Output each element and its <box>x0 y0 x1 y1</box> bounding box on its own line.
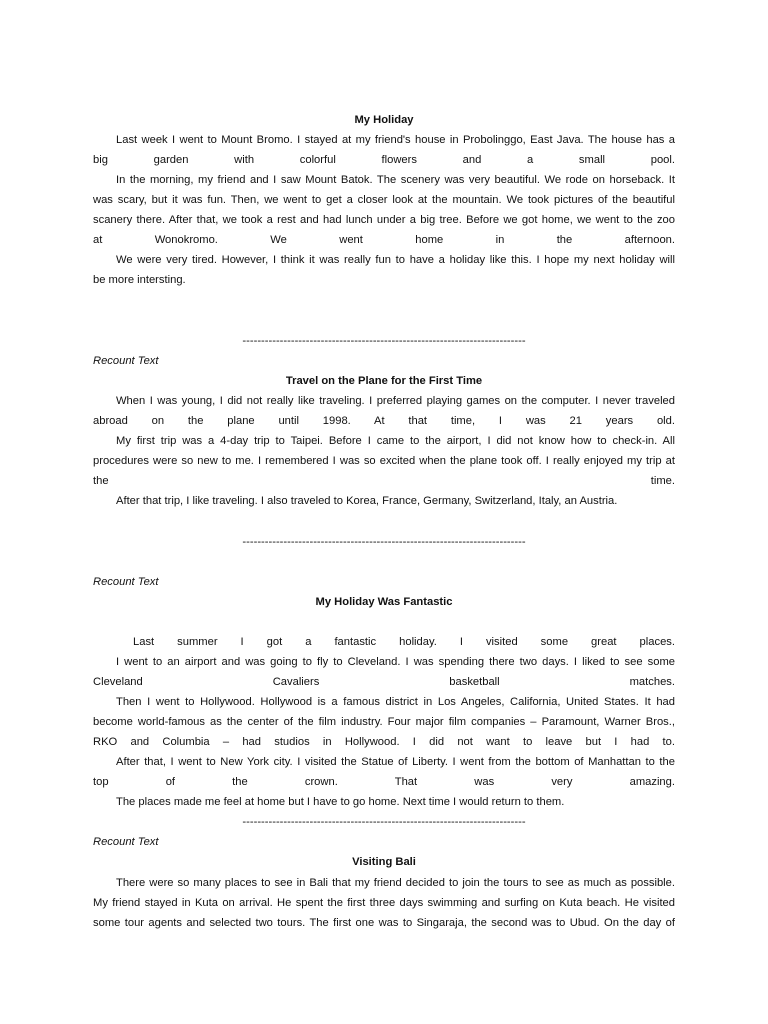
text-line: In the morning, my friend and I saw Mount Batok. The scenery was very beautiful. We rode on horseback. It <box>116 174 675 186</box>
text-line: Then I went to Hollywood. Hollywood is a famous district in Los Angeles, California, United States. It had <box>116 696 675 708</box>
text-line: was scary, but it was fun. Then, we went to get a closer look at the mountain. We took pictures of the beautiful <box>93 194 675 206</box>
story-body <box>93 391 675 511</box>
section-separator: ---------------------------------------------------------------------------- <box>242 816 526 828</box>
text-line: There were so many places to see in Bali that my friend decided to join the tours to see as much as possible. <box>116 877 675 889</box>
section-separator: ---------------------------------------------------------------------------- <box>242 335 526 347</box>
text-line: Last summer I got a fantastic holiday. I visited some great places. <box>133 636 675 648</box>
text-line: at Wonokromo. We went home in the afternoon. <box>93 234 675 246</box>
text-line: Last week I went to Mount Bromo. I stayed at my friend's house in Probolinggo, East Java. The house has a <box>116 134 675 146</box>
story-title: Visiting Bali <box>352 856 416 868</box>
text-line: become world-famous as the center of the film industry. Four major film companies – Paramount, Warner Bros., <box>93 716 675 728</box>
text-line: RKO and Columbia – had studios in Hollywood. I did not want to leave but I had to. <box>93 736 675 748</box>
text-line: When I was young, I did not really like traveling. I preferred playing games on the computer. I never traveled <box>116 395 675 407</box>
text-line: be more intersting. <box>93 274 186 286</box>
text-line: scanery there. After that, we took a rest and had lunch under a big tree. Before we got home, we went to the zoo <box>93 214 675 226</box>
text-line: the time. <box>93 475 675 487</box>
text-line: top of the crown. That was very amazing. <box>93 776 675 788</box>
text-line: After that trip, I like traveling. I also traveled to Korea, France, Germany, Switzerland, Italy, an Austria. <box>116 495 618 507</box>
text-line: After that, I went to New York city. I visited the Statue of Liberty. I went from the bottom of Manhattan to the <box>116 756 675 768</box>
story-body <box>93 632 675 812</box>
section-separator: ---------------------------------------------------------------------------- <box>242 536 526 548</box>
genre-label: Recount Text <box>93 576 159 588</box>
story-title: Travel on the Plane for the First Time <box>285 375 483 387</box>
text-line: I went to an airport and was going to fly to Cleveland. I was spending there two days. I liked to see some <box>116 656 675 668</box>
genre-label: Recount Text <box>93 355 159 367</box>
story-title: My Holiday Was Fantastic <box>315 596 453 608</box>
text-line: We were very tired. However, I think it was really fun to have a holiday like this. I hope my next holiday will <box>116 254 675 266</box>
text-line: abroad on the plane until 1998. At that time, I was 21 years old. <box>93 415 675 427</box>
text-line: big garden with colorful flowers and a small pool. <box>93 154 675 166</box>
text-line: The places made me feel at home but I have to go home. Next time I would return to them. <box>116 796 565 808</box>
genre-label: Recount Text <box>93 836 159 848</box>
story-body <box>93 130 675 290</box>
text-line: My first trip was a 4-day trip to Taipei. Before I came to the airport, I did not know how to check-in. All <box>116 435 675 447</box>
text-line: some tour agents and selected two tours. The first one was to Singaraja, the second was to Ubud. On the day of <box>93 917 675 929</box>
story-body <box>93 873 675 933</box>
text-line: My friend stayed in Kuta on arrival. He spent the first three days swimming and surfing on Kuta beach. He visited <box>93 897 675 909</box>
text-line: Cleveland Cavaliers basketball matches. <box>93 676 675 688</box>
story-title: My Holiday <box>354 114 414 126</box>
text-line: procedures were so new to me. I remembered I was so excited when the plane took off. I really enjoyed my trip at <box>93 455 675 467</box>
